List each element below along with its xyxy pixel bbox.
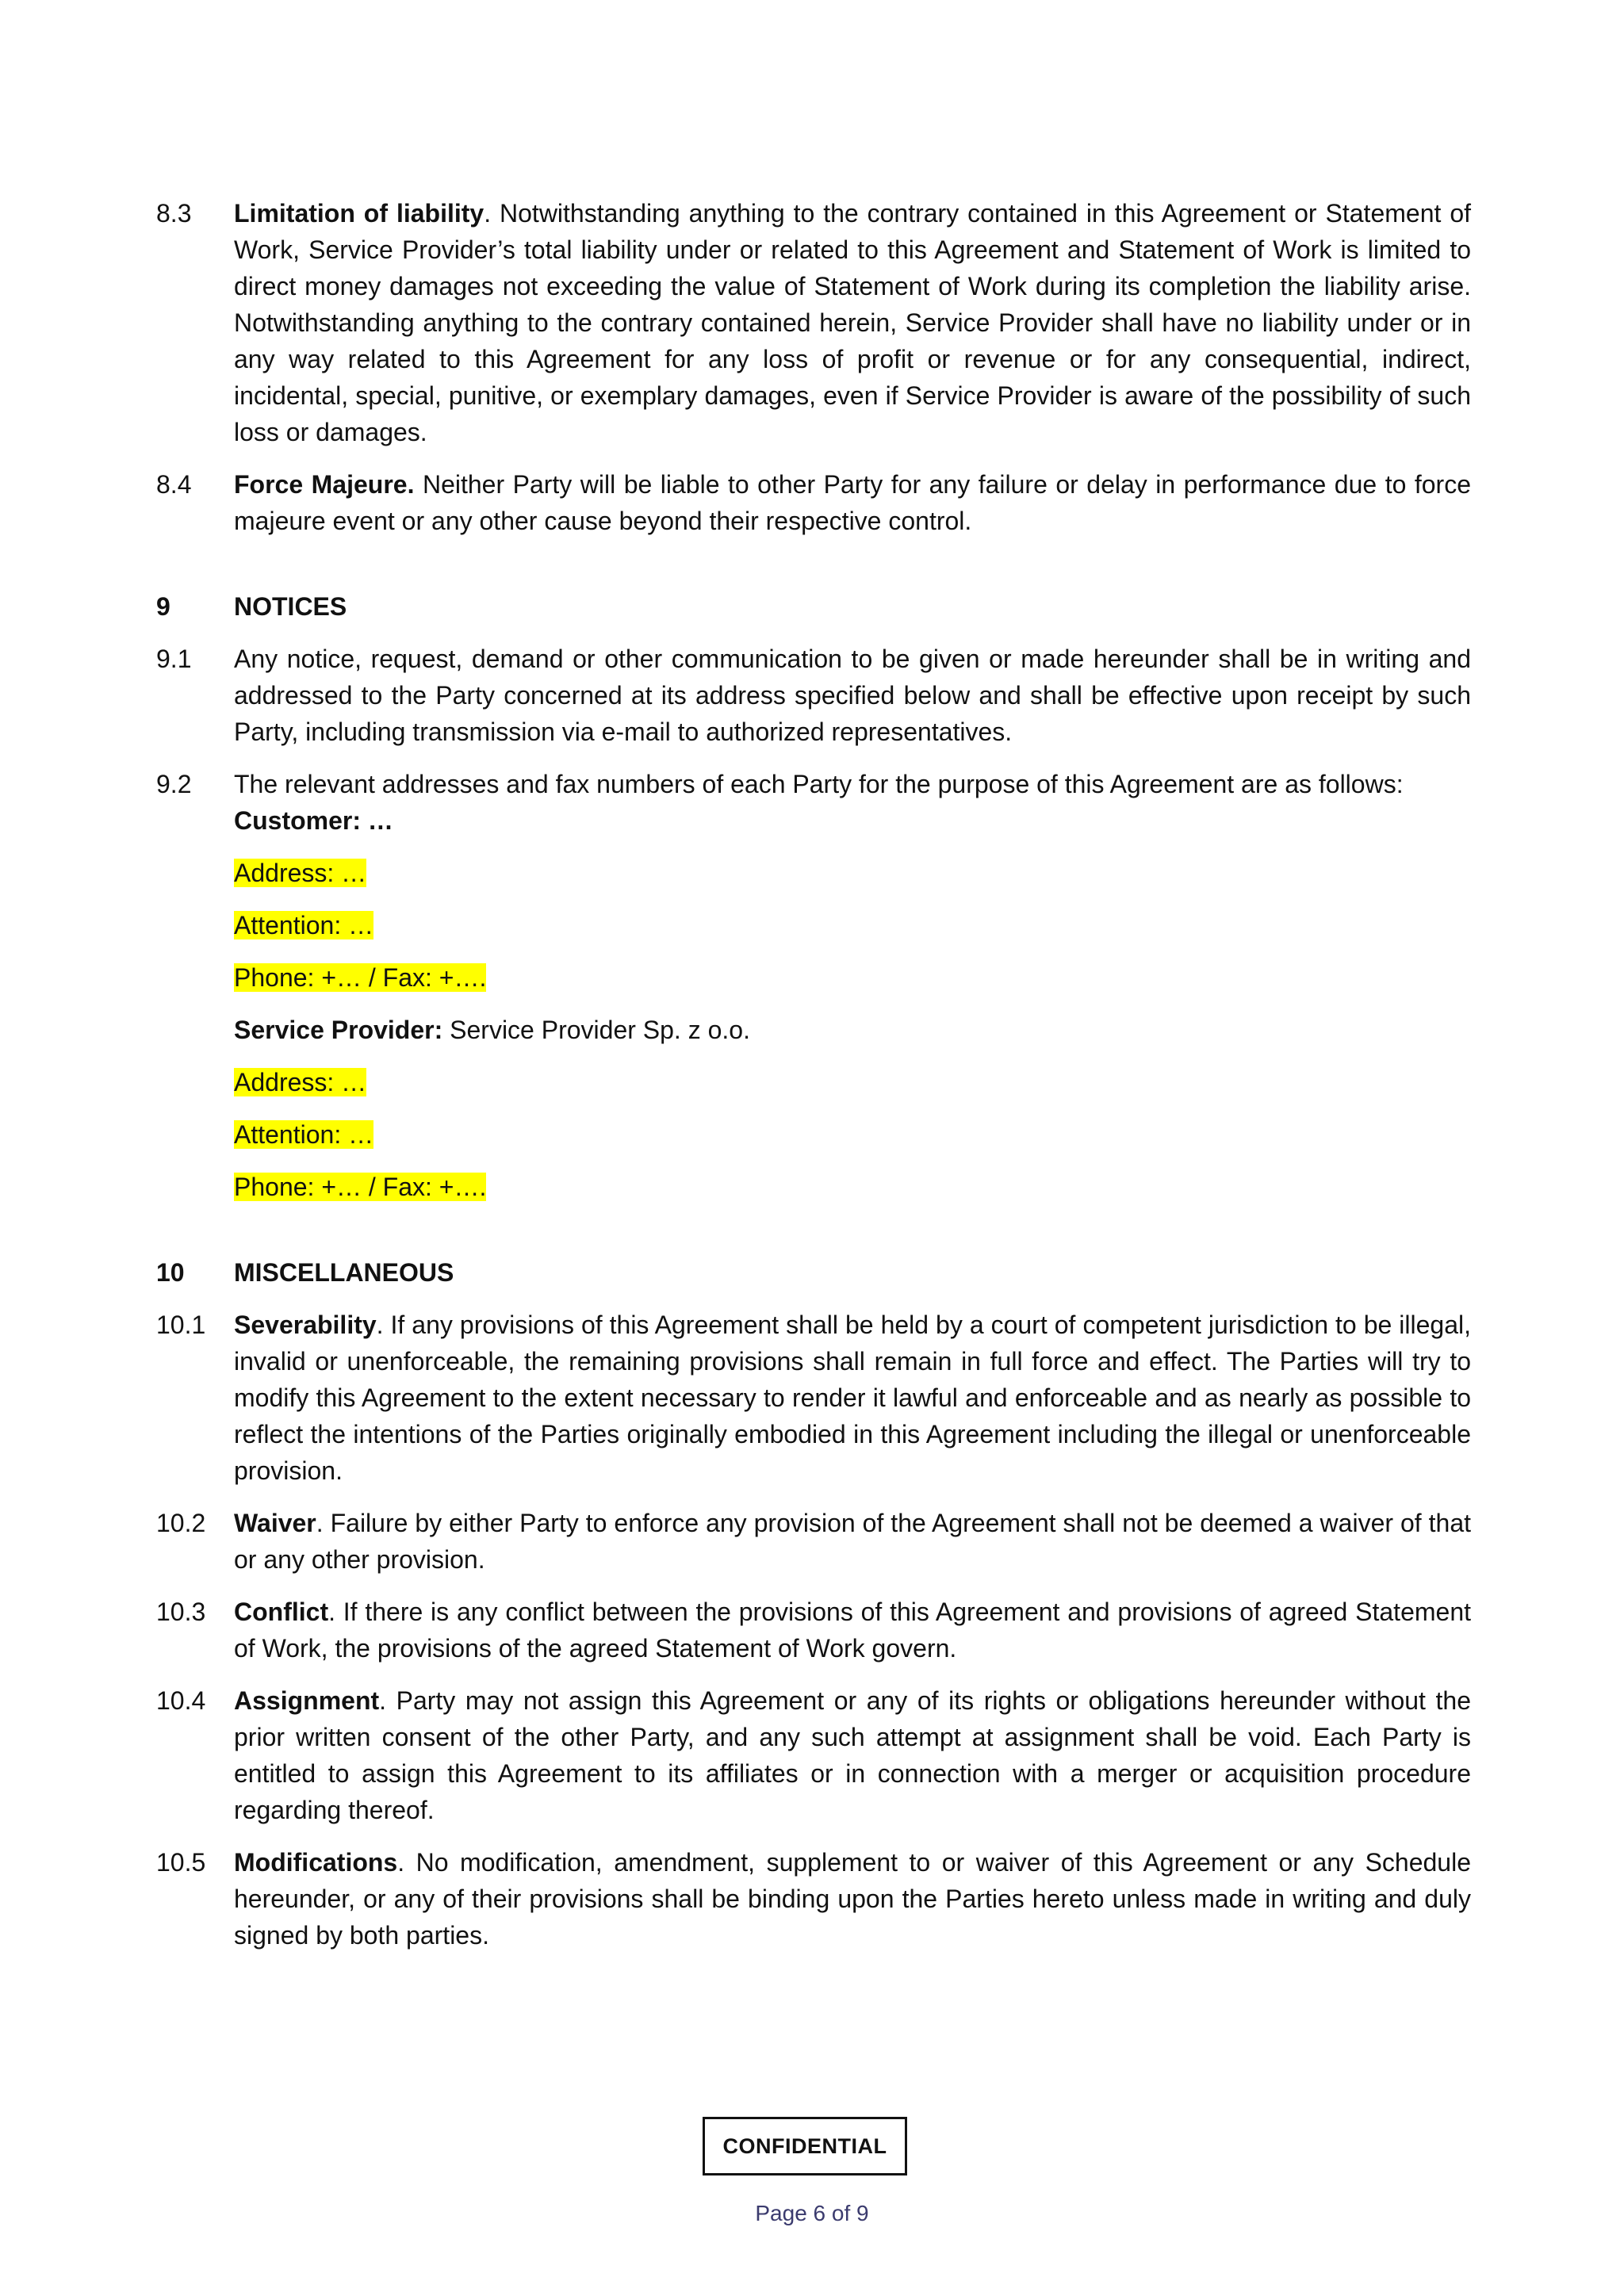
clause-10-3 bbox=[156, 1594, 1471, 1667]
clause-text: . Notwithstanding anything to the contrary contained in this Agreement or Statement of Work, Service Provider’s total liability under or related to this Agreement and Statement of Work is limited to direct money damages not exceeding the value of Statement of Work during its completion the liability arise. Notwithstanding anything to the contrary contained herein, Service Provider shall have no liability under or in any way related to this Agreement for any loss of profit or revenue or for any consequential, indirect, incidental, special, punitive, or exemplary damages, even if Service Provider is aware of the possibility of such loss or damages. bbox=[234, 199, 1472, 446]
section-number: 9 bbox=[156, 592, 170, 621]
clause-number: 10.3 bbox=[156, 1598, 206, 1626]
provider-phone: Phone: +… / Fax: +…. bbox=[234, 1173, 487, 1201]
clause-number: 10.4 bbox=[156, 1686, 206, 1715]
clause-number: 9.1 bbox=[156, 645, 192, 673]
clause-title: Modifications bbox=[234, 1848, 398, 1877]
clause-10-2 bbox=[156, 1505, 1471, 1578]
clause-text: . If any provisions of this Agreement shall be held by a court of competent jurisdiction to be illegal, invalid or unenforceable, the remaining provisions shall remain in full force and effect. The Parties will try to modify this Agreement to the extent necessary to render it lawful and enforceable and as nearly as possible to reflect the intentions of the Parties originally embodied in this Agreement including the illegal or unenforceable provision. bbox=[234, 1311, 1471, 1485]
clause-10-4 bbox=[156, 1682, 1471, 1828]
provider-line bbox=[234, 1012, 1471, 1048]
clause-10-1 bbox=[156, 1307, 1471, 1489]
clause-title: Assignment bbox=[234, 1686, 380, 1715]
clause-title: Limitation of liability bbox=[234, 199, 485, 228]
page-number: Page 6 of 9 bbox=[755, 2201, 869, 2225]
clause-body bbox=[234, 195, 1471, 450]
provider-phone-line bbox=[234, 1169, 1471, 1205]
confidential-stamp: CONFIDENTIAL bbox=[703, 2117, 907, 2175]
customer-attention: Attention: … bbox=[234, 911, 374, 939]
provider-label: Service Provider: bbox=[234, 1016, 443, 1044]
clause-text: . No modification, amendment, supplement to or waiver of this Agreement or any Schedule hereunder, or any of their provisions shall be binding upon the Parties hereto unless made in writing and duly signed by both parties. bbox=[234, 1848, 1471, 1950]
clause-8-4 bbox=[156, 466, 1471, 539]
customer-address-line bbox=[234, 855, 1471, 891]
clause-8-3 bbox=[156, 195, 1471, 450]
clause-text: Neither Party will be liable to other Party for any failure or delay in performance due to force majeure event or any other cause beyond their respective control. bbox=[234, 470, 1472, 535]
clause-text: . Party may not assign this Agreement or any of its rights or obligations hereunder without the prior written consent of the other Party, and any such attempt at assignment shall be void. Each Party is entitled to assign this Agreement to its affiliates or in connection with a merger or acquisition procedure regarding thereof. bbox=[234, 1686, 1471, 1824]
customer-attention-line bbox=[234, 907, 1471, 943]
customer-phone-line bbox=[234, 959, 1471, 996]
clause-title: Severability bbox=[234, 1311, 377, 1339]
section-number: 10 bbox=[156, 1258, 185, 1287]
clause-10-5 bbox=[156, 1844, 1471, 1954]
clause-text: The relevant addresses and fax numbers of each Party for the purpose of this Agreement are as follows: bbox=[234, 770, 1404, 798]
clause-number: 10.2 bbox=[156, 1509, 206, 1537]
clause-body bbox=[234, 1594, 1471, 1667]
clause-text: . If there is any conflict between the provisions of this Agreement and provisions of agreed Statement of Work, the provisions of the agreed Statement of Work govern. bbox=[234, 1598, 1471, 1663]
provider-address-line bbox=[234, 1064, 1471, 1100]
clause-text: Any notice, request, demand or other communication to be given or made hereunder shall be in writing and addressed to the Party concerned at its address specified below and shall be effective upon receipt by such Party, including transmission via e-mail to authorized representatives. bbox=[234, 645, 1471, 746]
clause-body bbox=[234, 466, 1471, 539]
provider-attention: Attention: … bbox=[234, 1120, 374, 1149]
document-body bbox=[156, 195, 1471, 1969]
section-heading-notices bbox=[156, 588, 1471, 625]
clause-title: Force Majeure. bbox=[234, 470, 415, 499]
clause-9-2 bbox=[156, 766, 1471, 802]
clause-9-1 bbox=[156, 641, 1471, 750]
clause-title: Conflict bbox=[234, 1598, 329, 1626]
clause-number: 9.2 bbox=[156, 770, 192, 798]
provider-name: Service Provider Sp. z o.o. bbox=[442, 1016, 750, 1044]
clause-body bbox=[234, 1844, 1471, 1954]
customer-label: Customer: … bbox=[234, 806, 393, 835]
clause-number: 8.3 bbox=[156, 199, 192, 228]
clause-body bbox=[234, 1682, 1471, 1828]
clause-title: Waiver bbox=[234, 1509, 316, 1537]
clause-number: 10.1 bbox=[156, 1311, 206, 1339]
clause-body bbox=[234, 1307, 1471, 1489]
provider-address: Address: … bbox=[234, 1068, 367, 1096]
customer-address: Address: … bbox=[234, 859, 367, 887]
clause-number: 8.4 bbox=[156, 470, 192, 499]
clause-number: 10.5 bbox=[156, 1848, 206, 1877]
provider-attention-line bbox=[234, 1116, 1471, 1153]
section-heading-miscellaneous bbox=[156, 1254, 1471, 1291]
customer-phone: Phone: +… / Fax: +…. bbox=[234, 963, 487, 992]
section-title: NOTICES bbox=[234, 592, 347, 621]
section-title: MISCELLANEOUS bbox=[234, 1258, 454, 1287]
clause-text: . Failure by either Party to enforce any provision of the Agreement shall not be deemed a waiver of that or any other provision. bbox=[234, 1509, 1471, 1574]
clause-body bbox=[234, 1505, 1471, 1578]
